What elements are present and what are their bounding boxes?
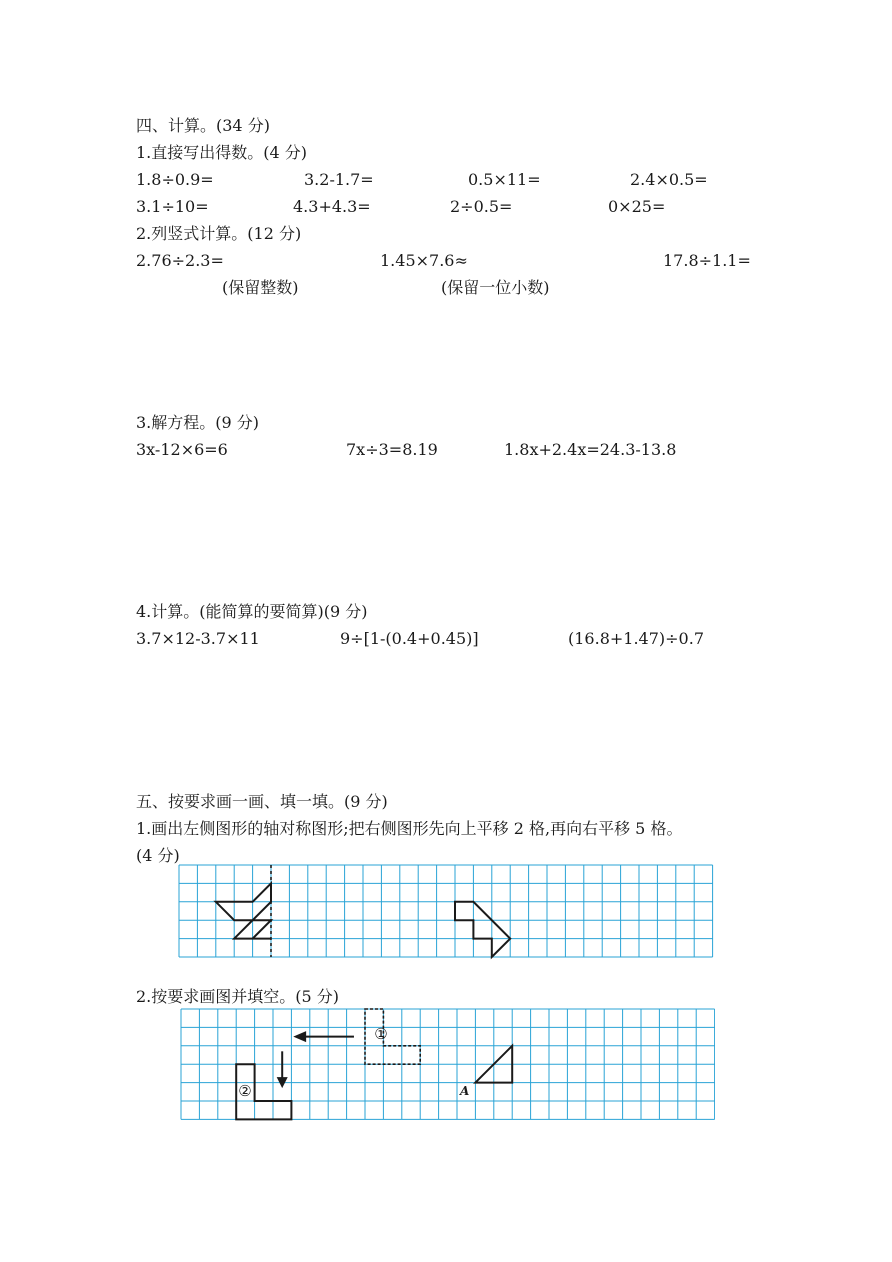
q1-item: 3.1÷10= <box>136 197 209 216</box>
q3-item: 7x÷3=8.19 <box>346 440 438 459</box>
q2-item: 1.45×7.6≈ <box>380 251 468 270</box>
q2-note: (保留整数) <box>222 278 299 297</box>
left-arrow-head <box>293 1031 306 1042</box>
section4-heading: 四、计算。(34 分) <box>136 116 270 135</box>
q1-item: 3.2-1.7= <box>304 170 374 189</box>
q2-title: 2.列竖式计算。(12 分) <box>136 224 302 243</box>
s5-q1-title: 1.画出左侧图形的轴对称图形;把右侧图形先向上平移 2 格,再向右平移 5 格。 <box>136 819 683 838</box>
s5-q2-title: 2.按要求画图并填空。(5 分) <box>136 987 340 1006</box>
grid-2-svg <box>180 1008 715 1122</box>
q1-item: 0.5×11= <box>468 170 541 189</box>
grid-1-svg <box>178 864 718 960</box>
symmetry-translation-grid <box>178 864 718 960</box>
q3-item: 3x-12×6=6 <box>136 440 228 459</box>
drawing-grid-2 <box>180 1008 715 1122</box>
q4-item: 9÷[1-(0.4+0.45)] <box>340 629 479 648</box>
q1-item: 2÷0.5= <box>450 197 513 216</box>
q4-item: 3.7×12-3.7×11 <box>136 629 260 648</box>
label-point-a: A <box>460 1084 470 1098</box>
grid-lines <box>179 865 713 957</box>
q1-item: 1.8÷0.9= <box>136 170 214 189</box>
grid-lines <box>181 1009 715 1119</box>
q2-item: 2.76÷2.3= <box>136 251 224 270</box>
label-circle-2: ② <box>238 1082 252 1100</box>
section5-heading: 五、按要求画一画、填一填。(9 分) <box>136 792 388 811</box>
label-circle-1: ① <box>374 1025 388 1043</box>
left-shape <box>216 883 271 938</box>
q2-item: 17.8÷1.1= <box>663 251 751 270</box>
shape-1-dashed <box>365 1009 420 1064</box>
q1-title: 1.直接写出得数。(4 分) <box>136 143 308 162</box>
q1-item: 2.4×0.5= <box>630 170 708 189</box>
q4-title: 4.计算。(能简算的要简算)(9 分) <box>136 602 368 621</box>
q4-item: (16.8+1.47)÷0.7 <box>568 629 704 648</box>
right-shape <box>455 902 510 957</box>
q3-item: 1.8x+2.4x=24.3-13.8 <box>504 440 677 459</box>
q1-item: 0×25= <box>608 197 666 216</box>
q3-title: 3.解方程。(9 分) <box>136 413 260 432</box>
q1-item: 4.3+4.3= <box>293 197 371 216</box>
q2-note: (保留一位小数) <box>441 278 550 297</box>
s5-q1-points: (4 分) <box>136 846 180 865</box>
